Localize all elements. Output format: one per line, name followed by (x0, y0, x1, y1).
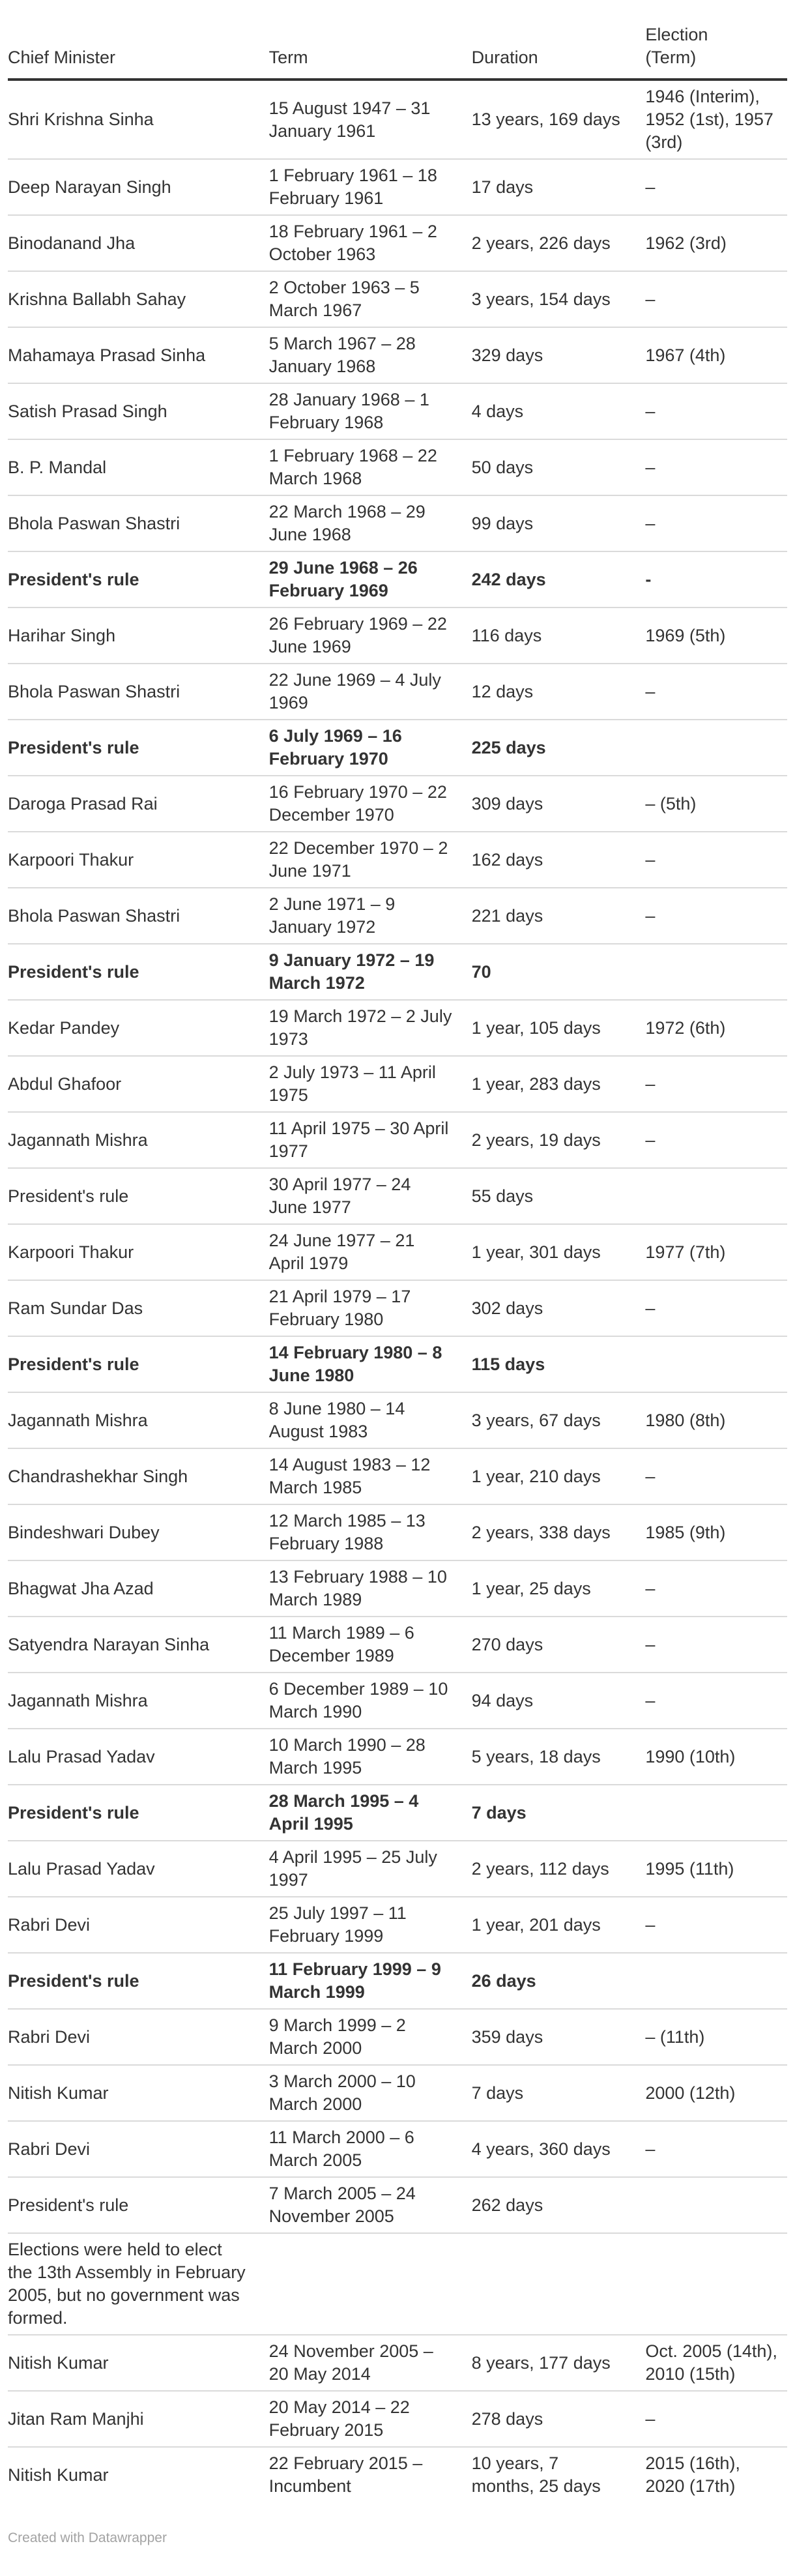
table-row (8, 1112, 787, 1168)
chief-minister-cell: Nitish Kumar (8, 2335, 269, 2391)
table-row (8, 888, 787, 944)
term-cell: 21 April 1979 – 17 February 1980 (269, 1280, 472, 1336)
term-cell: 13 February 1988 – 10 March 1989 (269, 1560, 472, 1617)
election-cell: – (645, 2391, 787, 2447)
table-row (8, 2391, 787, 2447)
table-row (8, 664, 787, 720)
table-row (8, 495, 787, 551)
duration-cell: 10 years, 7 months, 25 days (472, 2447, 646, 2502)
duration-cell: 55 days (472, 1168, 646, 1224)
term-cell: 2 October 1963 – 5 March 1967 (269, 271, 472, 327)
term-cell: 28 January 1968 – 1 February 1968 (269, 383, 472, 439)
table-row (8, 944, 787, 1000)
election-cell: 1977 (7th) (645, 1224, 787, 1280)
duration-cell: 278 days (472, 2391, 646, 2447)
table-row (8, 1504, 787, 1560)
duration-cell: 4 days (472, 383, 646, 439)
duration-cell: 2 years, 226 days (472, 215, 646, 271)
chief-minister-cell: Nitish Kumar (8, 2447, 269, 2502)
table-row (8, 271, 787, 327)
header-row (8, 0, 787, 80)
chief-minister-cell: Bhola Paswan Shastri (8, 495, 269, 551)
election-cell: 1972 (6th) (645, 1000, 787, 1056)
table-row (8, 1224, 787, 1280)
table-row (8, 1280, 787, 1336)
election-cell (645, 944, 787, 1000)
duration-cell: 1 year, 283 days (472, 1056, 646, 1112)
chief-minister-cell: Chandrashekhar Singh (8, 1448, 269, 1504)
term-cell: 6 July 1969 – 16 February 1970 (269, 720, 472, 776)
duration-cell: 242 days (472, 551, 646, 607)
term-cell: 28 March 1995 – 4 April 1995 (269, 1785, 472, 1841)
table-row (8, 832, 787, 888)
term-cell: 29 June 1968 – 26 February 1969 (269, 551, 472, 607)
chief-minister-cell: Shri Krishna Sinha (8, 110, 154, 129)
table-row (8, 1056, 787, 1112)
duration-cell: 3 years, 67 days (472, 1392, 646, 1448)
duration-cell: 17 days (472, 159, 646, 215)
chief-minister-cell: Binodanand Jha (8, 215, 269, 271)
election-cell: – (645, 439, 787, 495)
election-cell: - (645, 551, 787, 607)
table-row (8, 1953, 787, 2009)
duration-cell: 12 days (472, 664, 646, 720)
chief-minister-cell: Lalu Prasad Yadav (8, 1729, 269, 1785)
term-cell: 9 January 1972 – 19 March 1972 (269, 944, 472, 1000)
chief-minister-cell: Rabri Devi (8, 2121, 269, 2177)
chief-minister-cell: Satish Prasad Singh (8, 383, 269, 439)
term-cell: 20 May 2014 – 22 February 2015 (269, 2391, 472, 2447)
chief-minister-cell: Kedar Pandey (8, 1000, 269, 1056)
chief-minister-cell: Bhola Paswan Shastri (8, 888, 269, 944)
election-cell: 1967 (4th) (645, 327, 787, 383)
term-cell: 30 April 1977 – 24 June 1977 (269, 1168, 472, 1224)
election-cell: – (645, 1056, 787, 1112)
election-cell (645, 1953, 787, 2009)
chief-minister-cell: Lalu Prasad Yadav (8, 1841, 269, 1897)
term-cell (269, 2233, 472, 2335)
term-cell: 11 March 2000 – 6 March 2005 (269, 2121, 472, 2177)
chief-minister-cell: Karpoori Thakur (8, 832, 269, 888)
duration-cell: 7 days (472, 2065, 646, 2121)
term-cell: 22 December 1970 – 2 June 1971 (269, 832, 472, 888)
table-row (8, 2447, 787, 2502)
term-cell: 22 February 2015 – Incumbent (269, 2447, 472, 2502)
table-row (8, 720, 787, 776)
duration-cell: 329 days (472, 327, 646, 383)
duration-cell: 225 days (472, 720, 646, 776)
election-cell: – (645, 495, 787, 551)
duration-cell: 7 days (472, 1785, 646, 1841)
election-cell: 2015 (16th), 2020 (17th) (645, 2447, 787, 2502)
election-cell: – (645, 1560, 787, 1617)
term-cell: 10 March 1990 – 28 March 1995 (269, 1729, 472, 1785)
chief-minister-cell: President's rule (8, 1168, 269, 1224)
term-cell: 22 March 1968 – 29 June 1968 (269, 495, 472, 551)
chief-minister-cell: President's rule (8, 944, 269, 1000)
duration-cell: 3 years, 154 days (472, 271, 646, 327)
duration-cell: 26 days (472, 1953, 646, 2009)
term-cell: 1 February 1961 – 18 February 1961 (269, 159, 472, 215)
duration-cell: 13 years, 169 days (471, 110, 620, 129)
term-cell: 11 March 1989 – 6 December 1989 (269, 1617, 472, 1673)
duration-cell: 70 (472, 944, 646, 1000)
election-cell (645, 1168, 787, 1224)
election-cell: – (645, 271, 787, 327)
duration-cell: 4 years, 360 days (472, 2121, 646, 2177)
duration-cell: 1 year, 25 days (472, 1560, 646, 1617)
term-cell: 14 August 1983 – 12 March 1985 (269, 1448, 472, 1504)
election-cell: – (645, 664, 787, 720)
table-row (8, 159, 787, 215)
election-cell: – (645, 1897, 787, 1953)
chief-minister-cell: Ram Sundar Das (8, 1280, 269, 1336)
election-cell: 2000 (12th) (645, 2065, 787, 2121)
term-cell: 8 June 1980 – 14 August 1983 (269, 1392, 472, 1448)
table-row (8, 1673, 787, 1729)
election-cell: – (645, 383, 787, 439)
term-cell: 2 July 1973 – 11 April 1975 (269, 1056, 472, 1112)
chief-minister-cell: Nitish Kumar (8, 2065, 269, 2121)
term-cell: 2 June 1971 – 9 January 1972 (269, 888, 472, 944)
chief-minister-cell: B. P. Mandal (8, 439, 269, 495)
election-cell: Oct. 2005 (14th), 2010 (15th) (645, 2335, 787, 2391)
election-cell: – (645, 1280, 787, 1336)
table-row (8, 2121, 787, 2177)
term-cell: 6 December 1989 – 10 March 1990 (269, 1673, 472, 1729)
election-cell (645, 1336, 787, 1392)
duration-cell: 115 days (472, 1336, 646, 1392)
col-header-chief-minister: Chief Minister (8, 0, 269, 80)
duration-cell: 8 years, 177 days (472, 2335, 646, 2391)
table-row (8, 1560, 787, 1617)
duration-cell: 2 years, 338 days (472, 1504, 646, 1560)
table-row (8, 1336, 787, 1392)
duration-cell: 162 days (472, 832, 646, 888)
election-cell: – (645, 2121, 787, 2177)
duration-cell: 309 days (472, 776, 646, 832)
table-row (8, 1729, 787, 1785)
term-cell: 18 February 1961 – 2 October 1963 (269, 215, 472, 271)
election-cell: – (645, 1448, 787, 1504)
term-cell: 22 June 1969 – 4 July 1969 (269, 664, 472, 720)
table-row (8, 1448, 787, 1504)
table-row (8, 2177, 787, 2233)
election-cell: – (645, 832, 787, 888)
term-cell: 11 April 1975 – 30 April 1977 (269, 1112, 472, 1168)
chief-minister-cell: President's rule (8, 1336, 269, 1392)
chief-minister-cell: Rabri Devi (8, 2009, 269, 2065)
duration-cell: 2 years, 19 days (472, 1112, 646, 1168)
term-cell: 12 March 1985 – 13 February 1988 (269, 1504, 472, 1560)
election-cell: – (645, 1617, 787, 1673)
term-cell: 16 February 1970 – 22 December 1970 (269, 776, 472, 832)
chief-minister-cell: President's rule (8, 551, 269, 607)
duration-cell: 302 days (472, 1280, 646, 1336)
chief-minister-cell: Bindeshwari Dubey (8, 1504, 269, 1560)
duration-cell: 50 days (472, 439, 646, 495)
election-cell: 1969 (5th) (645, 607, 787, 664)
chief-minister-cell: Jitan Ram Manjhi (8, 2391, 269, 2447)
election-cell: – (645, 159, 787, 215)
table-row (8, 215, 787, 271)
table-row (8, 1168, 787, 1224)
duration-cell: 221 days (472, 888, 646, 944)
election-cell: 1990 (10th) (645, 1729, 787, 1785)
duration-cell: 116 days (472, 607, 646, 664)
chief-minister-cell: President's rule (8, 720, 269, 776)
table-row (8, 2233, 787, 2335)
duration-cell: 5 years, 18 days (472, 1729, 646, 1785)
term-cell: 24 November 2005 – 20 May 2014 (269, 2335, 472, 2391)
duration-cell: 2 years, 112 days (472, 1841, 646, 1897)
election-cell (645, 2177, 787, 2233)
election-cell: 1962 (3rd) (645, 215, 787, 271)
duration-cell: 1 year, 301 days (472, 1224, 646, 1280)
col-header-election-term: Election (Term) (645, 0, 787, 80)
chief-minister-cell: Harihar Singh (8, 607, 269, 664)
duration-cell: 1 year, 201 days (472, 1897, 646, 1953)
chief-minister-cell: Rabri Devi (8, 1897, 269, 1953)
table-row (8, 2009, 787, 2065)
term-cell: 3 March 2000 – 10 March 2000 (269, 2065, 472, 2121)
election-cell: – (645, 1673, 787, 1729)
term-cell: 4 April 1995 – 25 July 1997 (269, 1841, 472, 1897)
term-cell: 25 July 1997 – 11 February 1999 (269, 1897, 472, 1953)
table-row (8, 551, 787, 607)
table-row (8, 776, 787, 832)
duration-cell: 359 days (472, 2009, 646, 2065)
term-cell: 1 February 1968 – 22 March 1968 (269, 439, 472, 495)
term-cell: 11 February 1999 – 9 March 1999 (269, 1953, 472, 2009)
duration-cell: 99 days (472, 495, 646, 551)
duration-cell (472, 2233, 646, 2335)
duration-cell: 1 year, 105 days (472, 1000, 646, 1056)
term-cell: 14 February 1980 – 8 June 1980 (269, 1336, 472, 1392)
chief-minister-cell: Krishna Ballabh Sahay (8, 271, 269, 327)
chief-minister-cell: Jagannath Mishra (8, 1112, 269, 1168)
term-cell: 24 June 1977 – 21 April 1979 (269, 1224, 472, 1280)
chief-minister-cell: President's rule (8, 1953, 269, 2009)
duration-cell: 270 days (472, 1617, 646, 1673)
table-row (8, 1392, 787, 1448)
election-cell: – (645, 1112, 787, 1168)
table-row (8, 383, 787, 439)
election-cell (645, 1785, 787, 1841)
election-cell: – (645, 888, 787, 944)
election-cell: – (11th) (645, 2009, 787, 2065)
chief-minister-cell: President's rule (8, 2177, 269, 2233)
table-row (8, 1000, 787, 1056)
term-cell: 5 March 1967 – 28 January 1968 (269, 327, 472, 383)
chief-minister-cell: Jagannath Mishra (8, 1673, 269, 1729)
election-cell: 1995 (11th) (645, 1841, 787, 1897)
election-cell: 1946 (Interim), 1952 (1st), 1957 (3rd) (645, 87, 773, 152)
table-row (8, 1841, 787, 1897)
duration-cell: 262 days (472, 2177, 646, 2233)
chief-minister-cell: Karpoori Thakur (8, 1224, 269, 1280)
election-cell (645, 720, 787, 776)
duration-cell: 94 days (472, 1673, 646, 1729)
table-row (8, 1897, 787, 1953)
chief-minister-cell: Jagannath Mishra (8, 1392, 269, 1448)
chief-ministers-table (8, 0, 787, 2502)
col-header-term: Term (269, 0, 472, 80)
term-cell: 26 February 1969 – 22 June 1969 (269, 607, 472, 664)
chief-minister-cell: Bhola Paswan Shastri (8, 664, 269, 720)
table-body (8, 80, 787, 2502)
col-header-duration: Duration (472, 0, 646, 80)
datawrapper-credit: Created with Datawrapper (8, 2530, 167, 2545)
table-row (8, 1785, 787, 1841)
chief-minister-cell: Bhagwat Jha Azad (8, 1560, 269, 1617)
term-cell: 19 March 1972 – 2 July 1973 (269, 1000, 472, 1056)
election-cell: 1985 (9th) (645, 1504, 787, 1560)
term-cell: 15 August 1947 – 31 January 1961 (268, 98, 431, 141)
chief-minister-cell: Deep Narayan Singh (8, 159, 269, 215)
table-row (8, 1617, 787, 1673)
chief-minister-cell: Mahamaya Prasad Sinha (8, 327, 269, 383)
chief-minister-cell: Elections were held to elect the 13th Assembly in February 2005, but no government was formed. (8, 2233, 269, 2335)
table-row (8, 2065, 787, 2121)
table-row (8, 439, 787, 495)
table-row (8, 327, 787, 383)
table-row (8, 80, 787, 159)
chief-minister-cell: Daroga Prasad Rai (8, 776, 269, 832)
election-cell (645, 2233, 787, 2335)
term-cell: 9 March 1999 – 2 March 2000 (269, 2009, 472, 2065)
table-row (8, 2335, 787, 2391)
chief-minister-cell: Satyendra Narayan Sinha (8, 1617, 269, 1673)
chief-minister-cell: Abdul Ghafoor (8, 1056, 269, 1112)
chief-minister-cell: President's rule (8, 1785, 269, 1841)
election-cell: 1980 (8th) (645, 1392, 787, 1448)
table-row (8, 607, 787, 664)
duration-cell: 1 year, 210 days (472, 1448, 646, 1504)
term-cell: 7 March 2005 – 24 November 2005 (269, 2177, 472, 2233)
election-cell: – (5th) (645, 776, 787, 832)
